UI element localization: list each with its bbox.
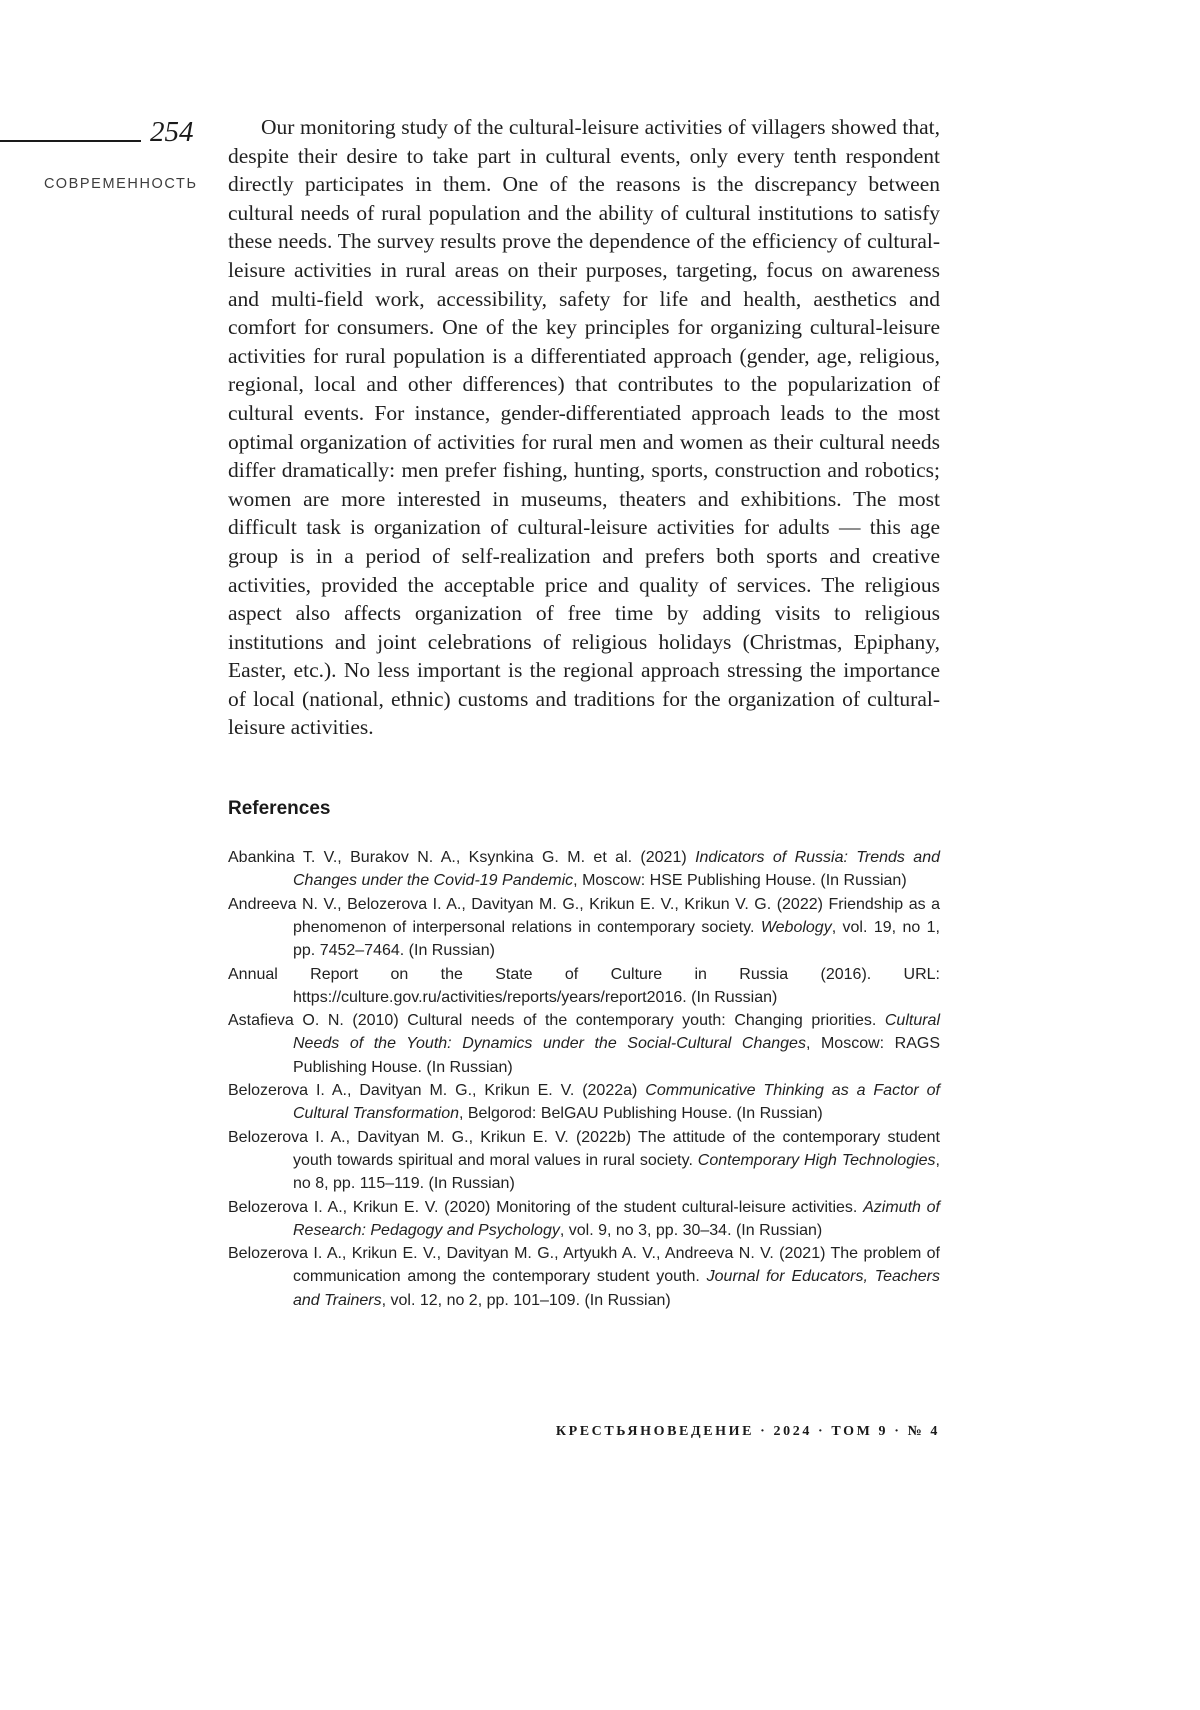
reference-text-segment: , vol. 9, no 3, pp. 30–34. (In Russian) (559, 1221, 823, 1239)
journal-footer: КРЕСТЬЯНОВЕДЕНИЕ · 2024 · ТОМ 9 · № 4 (555, 1424, 940, 1439)
reference-title-segment: Communicative Thinking as a Factor of Cultural Transformation (293, 1082, 940, 1123)
margin-rule (0, 140, 141, 142)
reference-item (228, 1242, 940, 1312)
reference-title-segment: Cultural Needs of the Youth: Dynamics under the Social-Cultural Changes (293, 1012, 940, 1053)
reference-text-segment: Belozerova I. A., Krikun E. V. (2020) Monitoring of the student cultural-leisure activities. (228, 1198, 864, 1216)
reference-title-segment: Indicators of Russia: Trends and Changes under the Covid-19 Pandemic (293, 849, 940, 890)
reference-text-segment: Belozerova I. A., Davityan M. G., Krikun E. V. (2022a) (228, 1082, 646, 1100)
reference-text-segment: Annual Report on the State of Culture in Russia (2016). URL: https://culture.gov.ru/activities/reports/years/report2016. (In Russian) (228, 965, 940, 1006)
reference-text-segment: Belozerova I. A., Davityan M. G., Krikun E. V. (2022b) The attitude of the contemporary student youth towards spiritual and moral values in rural society. (228, 1128, 940, 1169)
reference-text-segment: Astafieva O. N. (2010) Cultural needs of the contemporary youth: Changing priorities. (228, 1012, 885, 1030)
reference-item (228, 1079, 940, 1126)
reference-title-segment: Contemporary High Technologies (697, 1151, 936, 1169)
reference-item (228, 1196, 940, 1243)
reference-text-segment: Belozerova I. A., Krikun E. V., Davityan M. G., Artyukh A. V., Andreeva N. V. (2021) The problem of communication among the contemporary student youth. (228, 1245, 940, 1286)
reference-text-segment: , vol. 19, no 1, pp. 7452–7464. (In Russian) (293, 918, 940, 960)
reference-item (228, 1009, 940, 1079)
text-column (228, 113, 940, 1312)
section-label: СОВРЕМЕННОСТЬ (44, 176, 198, 192)
reference-item (228, 963, 940, 1010)
reference-text-segment: Andreeva N. V., Belozerova I. A., Davityan M. G., Krikun E. V., Krikun V. G. (2022) Friendship as a phenomenon of interpersonal relations in contemporary society. (228, 895, 940, 936)
reference-title-segment: Journal for Educators, Teachers and Trainers (293, 1268, 940, 1309)
reference-item (228, 846, 940, 893)
references-list (228, 846, 940, 1312)
page-number: 254 (150, 116, 194, 148)
reference-title-segment: Azimuth of Research: Pedagogy and Psychology (293, 1198, 940, 1239)
reference-item (228, 893, 940, 963)
reference-text-segment: Abankina T. V., Burakov N. A., Ksynkina G. M. et al. (2021) (228, 849, 696, 867)
reference-title-segment: Webology (760, 918, 832, 936)
article-paragraph: Our monitoring study of the cultural-leisure activities of villagers showed that, despite their desire to take part in cultural events, only every tenth respondent directly participates in them. One of the reasons is the discrepancy between cultural needs of rural population and the ability of cultural institutions to satisfy these needs. The survey results prove the dependence of the efficiency of cultural-leisure activities in rural areas on their purposes, targeting, focus on awareness and multi-field work, accessibility, safety for life and health, aesthetics and comfort for consumers. One of the key principles for organizing cultural-leisure activities for rural population is a differentiated approach (gender, age, religious, regional, local and other differences) that contributes to the popularization of cultural events. For instance, gender-differentiated approach leads to the most optimal organization of activities for rural men and women as their cultural needs differ dramatically: men prefer fishing, hunting, sports, construction and robotics; women are more interested in museums, theaters and exhibitions. The most difficult task is organization of cultural-leisure activities for adults — this age group is in a period of self-realization and prefers both sports and creative activities, provided the acceptable price and quality of services. The religious aspect also affects organization of free time by adding visits to religious institutions and joint celebrations of religious holidays (Christmas, Epiphany, Easter, etc.). No less important is the regional approach stressing the importance of local (national, ethnic) customs and traditions for the organization of cultural-leisure activities. (228, 115, 940, 740)
references-heading: References (228, 798, 331, 820)
reference-text-segment: , vol. 12, no 2, pp. 101–109. (In Russian) (381, 1291, 671, 1309)
reference-text-segment: , no 8, pp. 115–119. (In Russian) (293, 1151, 940, 1193)
reference-text-segment: , Moscow: RAGS Publishing House. (In Russian) (293, 1035, 941, 1076)
reference-text-segment: , Belgorod: BelGAU Publishing House. (In Russian) (458, 1105, 823, 1123)
reference-item (228, 1126, 940, 1196)
reference-text-segment: , Moscow: HSE Publishing House. (In Russian) (573, 872, 907, 890)
